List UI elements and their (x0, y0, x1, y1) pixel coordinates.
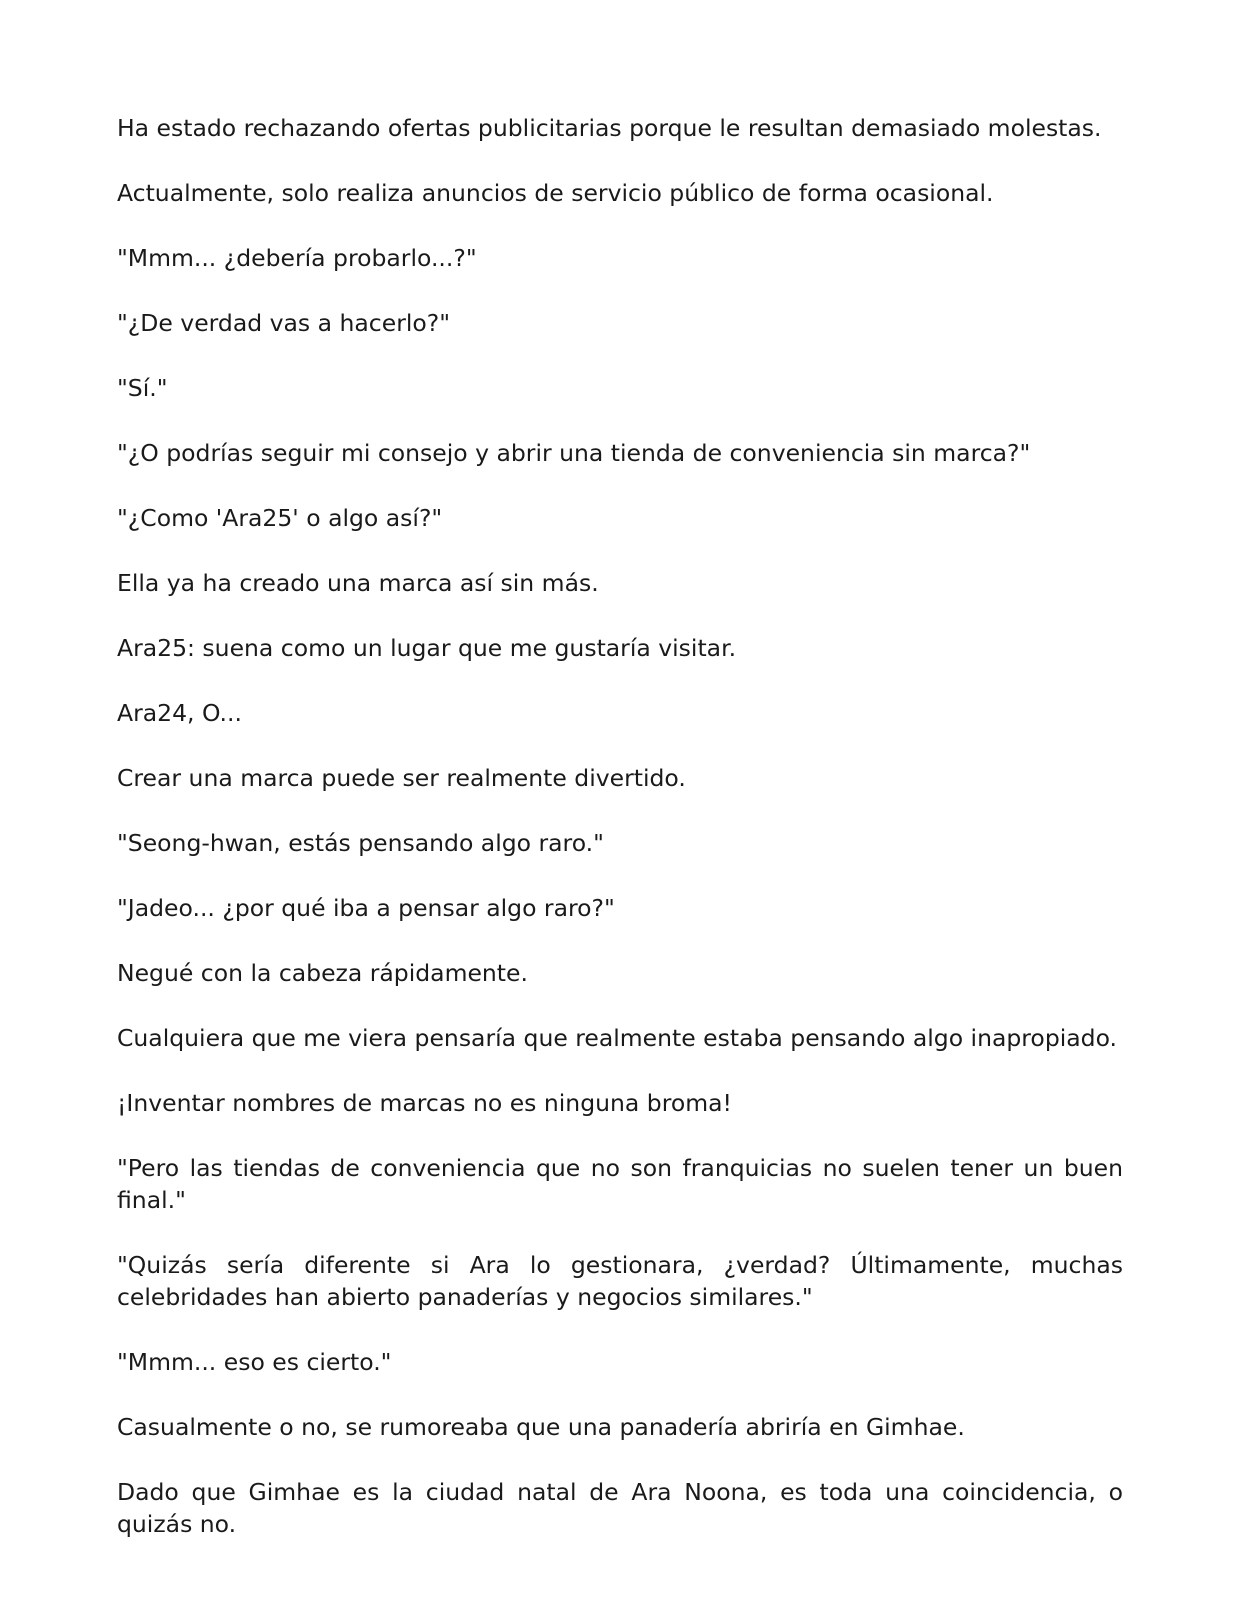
paragraph: "¿O podrías seguir mi consejo y abrir una tienda de conveniencia sin marca?" (117, 439, 1031, 467)
paragraph: Ara24, O... (117, 699, 242, 727)
paragraph: Ella ya ha creado una marca así sin más. (117, 569, 599, 597)
paragraph: Actualmente, solo realiza anuncios de servicio público de forma ocasional. (117, 179, 994, 207)
paragraph: Ha estado rechazando ofertas publicitarias porque le resultan demasiado molestas. (117, 114, 1102, 142)
paragraph: "Jadeo... ¿por qué iba a pensar algo raro?" (117, 894, 615, 922)
paragraph: Dado que Gimhae es la ciudad natal de Ara Noona, es toda una coincidencia, o quizás no. (117, 1478, 1123, 1538)
paragraph: Negué con la cabeza rápidamente. (117, 959, 528, 987)
paragraph: "¿Como 'Ara25' o algo así?" (117, 504, 443, 532)
paragraph: Ara25: suena como un lugar que me gustaría visitar. (117, 634, 737, 662)
paragraph: Cualquiera que me viera pensaría que realmente estaba pensando algo inapropiado. (117, 1024, 1118, 1052)
document-page (117, 112, 1123, 1540)
paragraph: ¡Inventar nombres de marcas no es ninguna broma! (117, 1089, 732, 1117)
paragraph: Casualmente o no, se rumoreaba que una panadería abriría en Gimhae. (117, 1413, 965, 1441)
paragraph: "¿De verdad vas a hacerlo?" (117, 309, 451, 337)
paragraph: "Pero las tiendas de conveniencia que no son franquicias no suelen tener un buen final." (117, 1154, 1123, 1214)
paragraph: Crear una marca puede ser realmente divertido. (117, 764, 686, 792)
paragraph: "Sí." (117, 374, 168, 402)
paragraph: "Seong-hwan, estás pensando algo raro." (117, 829, 604, 857)
paragraph: "Quizás sería diferente si Ara lo gestionara, ¿verdad? Últimamente, muchas celebridades han abierto panaderías y negocios similares." (117, 1251, 1123, 1311)
paragraph: "Mmm... eso es cierto." (117, 1348, 392, 1376)
paragraph: "Mmm... ¿debería probarlo...?" (117, 244, 477, 272)
